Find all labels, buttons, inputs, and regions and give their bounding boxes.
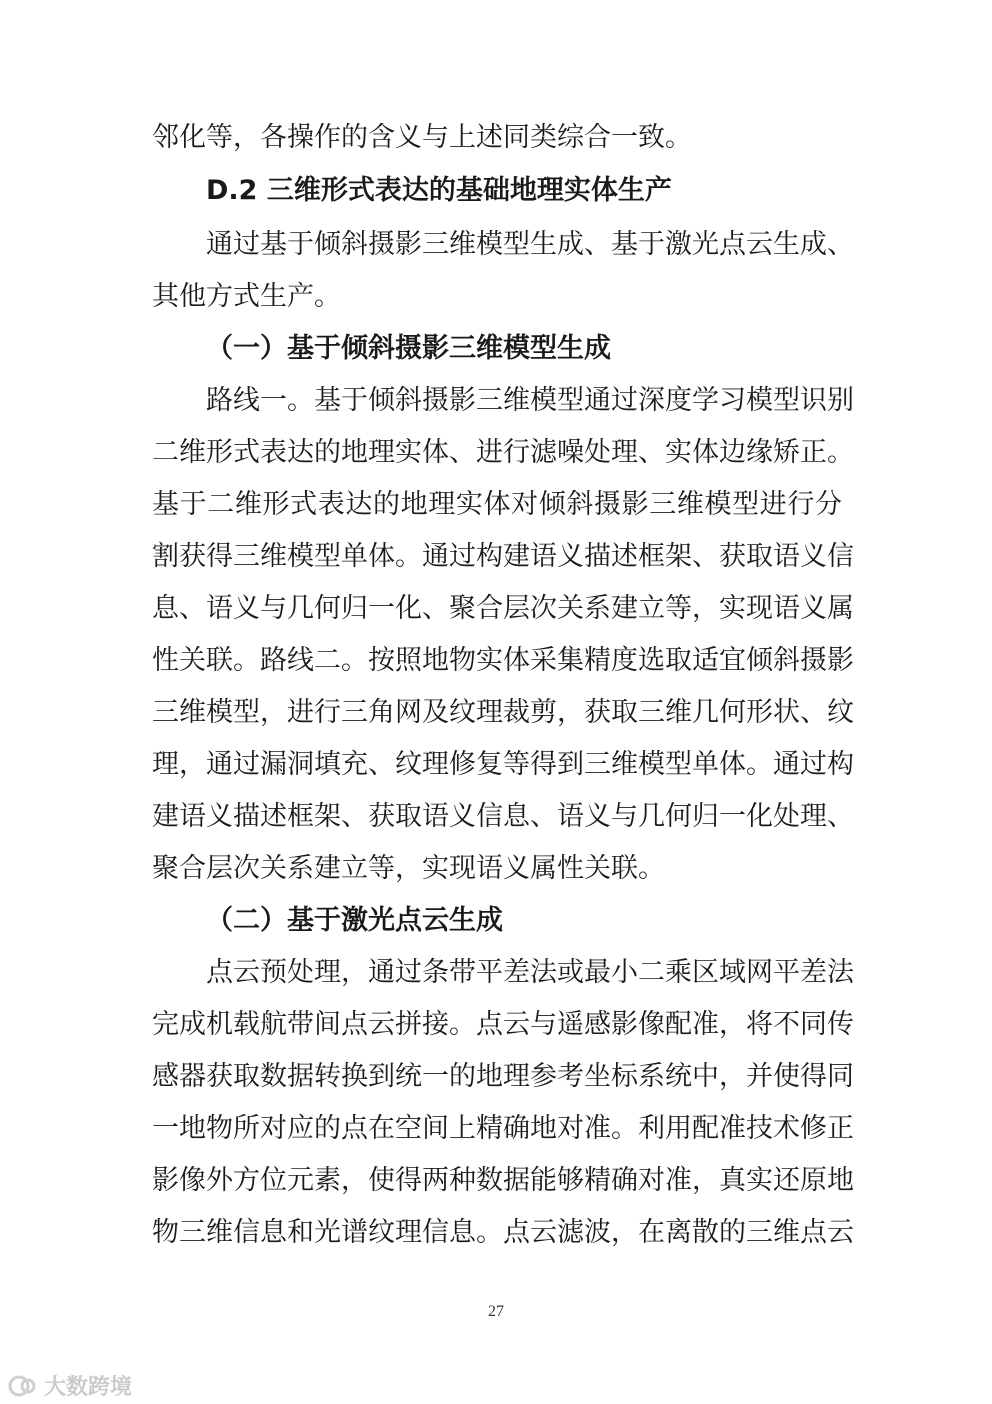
paragraph-line: 点云预处理，通过条带平差法或最小二乘区域网平差法 [206, 957, 854, 988]
paragraph-line: 基于二维形式表达的地理实体对倾斜摄影三维模型进行分 [152, 489, 842, 520]
watermark-text: 大数跨境 [44, 1375, 133, 1400]
paragraph-line: 邻化等，各操作的含义与上述同类综合一致。 [152, 122, 692, 153]
paragraph-line: 建语义描述框架、获取语义信息、语义与几何归一化处理、 [152, 801, 854, 832]
paragraph-line: 其他方式生产。 [152, 281, 341, 312]
paragraph-line: 理，通过漏洞填充、纹理修复等得到三维模型单体。通过构 [152, 749, 854, 780]
page-number: 27 [488, 1303, 504, 1320]
paragraph-line: 一地物所对应的点在空间上精确地对准。利用配准技术修正 [152, 1113, 854, 1144]
paragraph-line: 聚合层次关系建立等，实现语义属性关联。 [152, 853, 665, 884]
paragraph-line: 二维形式表达的地理实体、进行滤噪处理、实体边缘矫正。 [152, 437, 854, 468]
watermark [8, 1370, 132, 1401]
paragraph-line: 割获得三维模型单体。通过构建语义描述框架、获取语义信 [152, 541, 854, 572]
paragraph-line: 通过基于倾斜摄影三维模型生成、基于激光点云生成、 [206, 229, 854, 260]
paragraph-line: 息、语义与几何归一化、聚合层次关系建立等，实现语义属 [152, 593, 854, 624]
section-heading: D.2 三维形式表达的基础地理实体生产 [206, 175, 672, 206]
paragraph-line: 路线一。基于倾斜摄影三维模型通过深度学习模型识别 [206, 385, 854, 416]
paragraph-line: 物三维信息和光谱纹理信息。点云滤波，在离散的三维点云 [152, 1217, 854, 1248]
subsection-heading: （一）基于倾斜摄影三维模型生成 [206, 333, 611, 364]
subsection-heading: （二）基于激光点云生成 [206, 905, 503, 936]
paragraph-line: 三维模型，进行三角网及纹理裁剪，获取三维几何形状、纹 [152, 697, 854, 728]
paragraph-line: 影像外方位元素，使得两种数据能够精确对准，真实还原地 [152, 1165, 854, 1196]
paragraph-line: 完成机载航带间点云拼接。点云与遥感影像配准，将不同传 [152, 1009, 854, 1040]
paragraph-line: 性关联。路线二。按照地物实体采集精度选取适宜倾斜摄影 [152, 645, 854, 676]
watermark-logo-icon [8, 1373, 38, 1399]
paragraph-line: 感器获取数据转换到统一的地理参考坐标系统中，并使得同 [152, 1061, 854, 1092]
